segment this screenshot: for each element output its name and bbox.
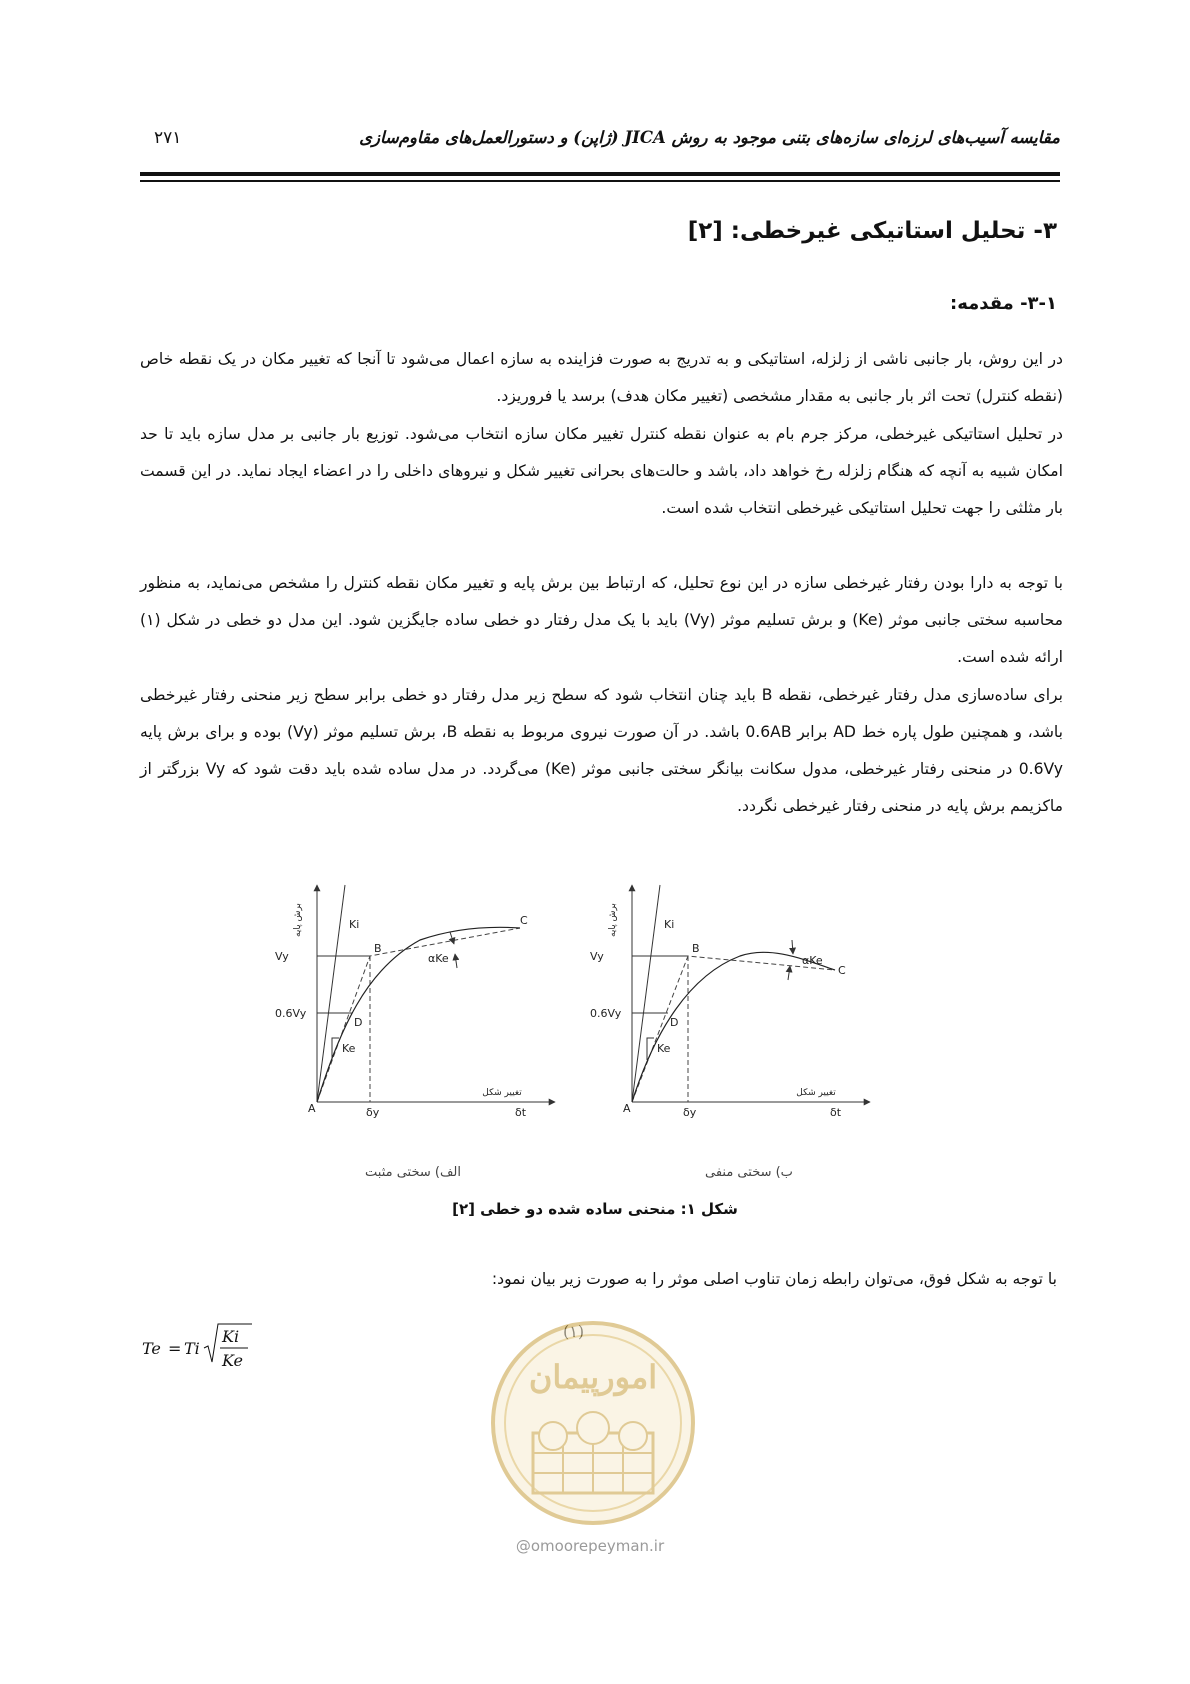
right-y-axis-label: برش پایه xyxy=(608,903,618,937)
subsection-heading: ۳-۱- مقدمه: xyxy=(950,293,1057,314)
left-delta-y: δy xyxy=(366,1106,380,1119)
left-point-b: B xyxy=(374,942,382,955)
eq-denominator: Ke xyxy=(222,1351,243,1370)
left-capacity-curve xyxy=(317,927,520,1102)
equation-te xyxy=(140,1318,260,1378)
watermark-logo-text: امورپیمان xyxy=(528,1358,658,1396)
figure-caption: شکل ۱: منحنی ساده شده دو خطی [۲] xyxy=(452,1200,738,1218)
right-capacity-curve xyxy=(632,952,835,1102)
left-subcaption: الف) سختی مثبت xyxy=(365,1165,461,1180)
right-point-c: C xyxy=(838,964,846,977)
left-y-axis-label: برش پایه xyxy=(293,903,303,937)
after-figure-text: با توجه به شکل فوق، می‌توان رابطه زمان تناوب اصلی موثر را به صورت زیر بیان نمود: xyxy=(491,1270,1057,1288)
left-vy-label: Vy xyxy=(275,950,289,963)
header-rule-thin xyxy=(140,180,1060,182)
right-x-axis-label: تغییر شکل xyxy=(796,1088,836,1098)
right-ki-label: Ki xyxy=(664,918,675,931)
right-point-a: A xyxy=(623,1102,631,1115)
right-alpha-arrow-bottom xyxy=(788,966,790,980)
left-delta-t: δt xyxy=(515,1106,527,1119)
right-06vy-label: 0.6Vy xyxy=(590,1007,622,1020)
watermark-url: @omoorepeyman.ir xyxy=(515,1537,665,1555)
right-ke-label: Ke xyxy=(657,1042,671,1055)
left-point-c: C xyxy=(520,914,528,927)
right-vy-label: Vy xyxy=(590,950,604,963)
right-alpha-arrow-top xyxy=(792,940,793,954)
left-ki-line xyxy=(317,885,345,1102)
right-point-d: D xyxy=(670,1016,679,1029)
left-panel xyxy=(275,885,555,1119)
eq-numerator: Ki xyxy=(222,1327,240,1346)
eq-equals: = xyxy=(168,1339,182,1358)
left-ke-label: Ke xyxy=(342,1042,356,1055)
left-alpha-arrow-top xyxy=(450,932,454,944)
section-heading: ۳- تحلیل استاتیکی غیرخطی: [۲] xyxy=(687,218,1057,244)
right-delta-t: δt xyxy=(830,1106,842,1119)
left-alpha-label: αKe xyxy=(428,952,449,965)
figure-subcaptions xyxy=(270,1165,920,1189)
running-title: مقایسه آسیب‌های لرزه‌ای سازه‌های بتنی موجود به روش JICA (ژاپن) و دستورالعمل‌های مقاوم‌سازی xyxy=(359,128,1060,147)
paragraph-3: با توجه به دارا بودن رفتار غیرخطی سازه در این نوع تحلیل، که ارتباط بین برش پایه و تغییر مکان نقطه کنترل را مشخص می‌نماید، به منظور محاسبه سختی جانبی موثر (Ke) و برش تسلیم موثر (Vy) باید با یک مدل رفتار دو خطی ساده جایگزین شود. این مدل دو خطی در شکل (۱) ارائه شده است. xyxy=(140,574,1063,666)
watermark-logo xyxy=(488,1318,698,1528)
left-bilinear xyxy=(317,928,520,1102)
paragraph-4: برای ساده‌سازی مدل رفتار غیرخطی، نقطه B باید چنان انتخاب شود که سطح زیر مدل رفتار دو خطی برابر سطح زیر منحنی رفتار غیرخطی باشد، و همچنین طول پاره خط AD برابر 0.6AB باشد. در آن صورت نیروی مربوط به نقطه B، برش تسلیم موثر (Vy) بوده و برای برش پایه 0.6Vy در منحنی رفتار غیرخطی، مدول سکانت بیانگر سختی جانبی موثر (Ke) می‌گردد. در مدل ساده شده باید دقت شود که Vy بزرگتر از ماکزیمم برش پایه در منحنی رفتار غیرخطی نگردد. xyxy=(140,686,1064,815)
left-point-d: D xyxy=(354,1016,363,1029)
paragraph-1: در این روش، بار جانبی ناشی از زلزله، استاتیکی و به تدریج به صورت فزاینده به سازه اعمال می‌شود تا آنجا که تغییر مکان در یک نقطه خاص (نقطه کنترل) تحت اثر بار جانبی به مقدار مشخصی (تغییر مکان هدف) برسد یا فروریزد. xyxy=(140,350,1063,405)
left-ki-label: Ki xyxy=(349,918,360,931)
left-alpha-arrow-bottom xyxy=(455,954,457,968)
right-subcaption: ب) سختی منفی xyxy=(705,1165,793,1180)
eq-ti: Ti xyxy=(184,1339,200,1358)
right-alpha-label: αKe xyxy=(802,954,823,967)
eq-lhs: Te xyxy=(142,1339,161,1358)
left-06vy-label: 0.6Vy xyxy=(275,1007,307,1020)
header-rule-thick xyxy=(140,172,1060,176)
figure-bilinear-curves xyxy=(270,880,920,1119)
running-header xyxy=(140,128,1060,158)
page-number: ۲۷۱ xyxy=(154,128,182,148)
right-panel xyxy=(590,885,870,1119)
left-x-axis-label: تغییر شکل xyxy=(482,1088,522,1098)
right-delta-y: δy xyxy=(683,1106,697,1119)
right-ki-line xyxy=(632,885,660,1102)
right-point-b: B xyxy=(692,942,700,955)
left-point-a: A xyxy=(308,1102,316,1115)
paragraph-2: در تحلیل استاتیکی غیرخطی، مرکز جرم بام به عنوان نقطه کنترل تغییر مکان سازه انتخاب می‌شود. توزیع بار جانبی بر مدل سازه باید تا حد امکان شبیه به آنچه که هنگام زلزله رخ خواهد داد، باشد و حالت‌های بحرانی تغییر شکل و نیروهای داخلی را در اعضاء ایجاد نماید. در این قسمت بار مثلثی را جهت تحلیل استاتیکی غیرخطی انتخاب شده است. xyxy=(140,425,1063,517)
